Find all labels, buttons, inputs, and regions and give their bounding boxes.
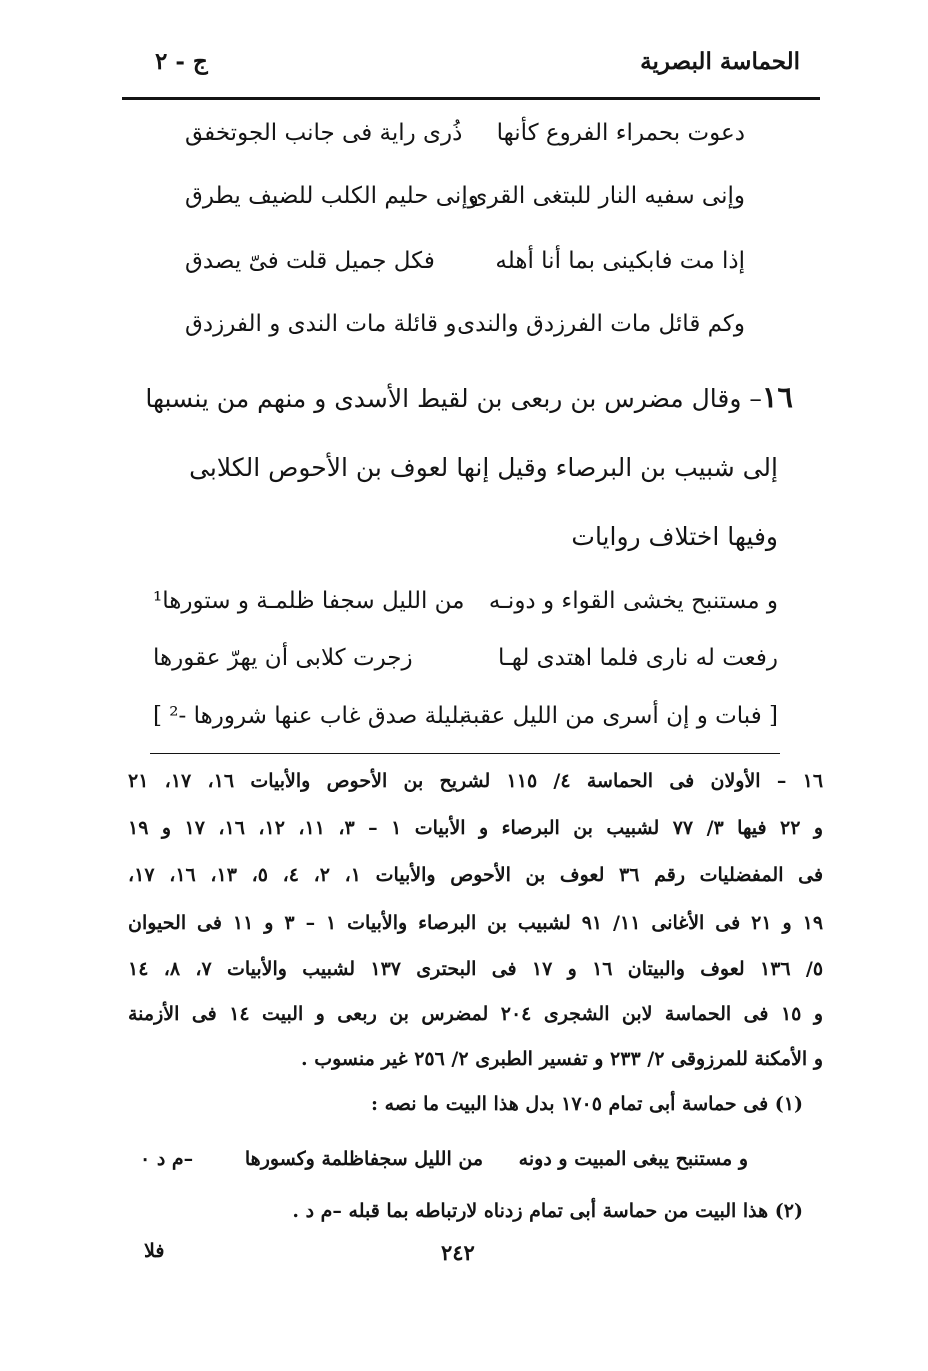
page-number: ٢٤٢: [441, 1240, 475, 1265]
footnote-line: ١٩ و ٢١ فى الأغانى ١١/ ٩١ لشبيب بن البرصاء والأبيات ١ – ٣ و ١١ فى الحيوان: [128, 912, 824, 934]
verse-line: [153, 703, 778, 737]
poem-number: ١٦: [761, 380, 793, 414]
verse-first-hemistich: و مستنبح يخشى القواء و دونـه: [488, 588, 778, 614]
footnote-rule: [150, 753, 780, 754]
footnote-line: و الأمكنة للمرزوقى ٢/ ٢٣٣ و تفسير الطبرى ٢/ ٢٥٦ غير منسوب .: [301, 1048, 823, 1070]
footnote-1: (١) فى حماسة أبى تمام ١٧٠٥ بدل هذا البيت ما نصه :: [370, 1093, 803, 1115]
verse-first-hemistich: وإنى سفيه النار للبتغى القرى: [469, 183, 745, 209]
footnote-line: ١٦ – الأولان فى الحماسة ٤/ ١١٥ لشريح بن الأحوص والأبيات ١٦، ١٧، ٢١: [128, 770, 824, 792]
verse-first-hemistich: رفعت له نارى فلما اهتدى لهـا: [498, 645, 778, 671]
verse-second-hemistich: بليلة صدق غاب عنها شرورها -² ]: [153, 703, 466, 729]
running-title: الحماسة البصرية: [640, 48, 800, 75]
footnote-verse-first-hemistich: و مستنبح يبغى المبيت و دونه: [518, 1148, 748, 1170]
verse-line: [185, 248, 745, 282]
footnote-line: و ١٥ فى الحماسة لابن الشجرى ٢٠٤ لمضرس بن ربعى و البيت ١٤ فى الأزمنة: [128, 1003, 823, 1025]
footnote-verse: [140, 1148, 778, 1176]
poem-introduction-line: وفيها اختلاف روايات: [571, 522, 778, 551]
volume-number: ج - ٢: [155, 48, 208, 75]
footnote-line: فى المفضليات رقم ٣٦ لعوف بن الأحوص والأبيات ١، ٢، ٤، ٥، ١٣، ١٦، ١٧،: [128, 864, 824, 886]
verse-second-hemistich: وإنى حليم الكلب للضيف يطرق: [185, 183, 479, 209]
verse-second-hemistich: فكل جميل قلت فىّ يصدق: [185, 248, 435, 274]
footnote-verse-second-hemistich: من الليل سجفاظلمة وكسورها: [244, 1148, 483, 1170]
verse-second-hemistich: من الليل سجفا ظلمـة و ستورها¹: [153, 588, 465, 614]
verse-second-hemistich: زجرت كلابى أن يهرّ عقورها: [153, 645, 413, 671]
page-header: [120, 44, 800, 94]
footnote-line: و ٢٢ فيها ٣/ ٧٧ لشبيب بن البرصاء و الأبيات ١ – ٣، ١١، ١٢، ١٦، ١٧ و ١٩: [128, 817, 824, 839]
verse-first-hemistich: إذا مت فابكينى بما أنا أهله: [495, 248, 745, 274]
poem-introduction-line: إلى شبيب بن البرصاء وقيل إنها لعوف بن الأحوص الكلابى: [189, 453, 778, 482]
footnote-line: ٥/ ١٣٦ لعوف والبيتان ١٦ و ١٧ فى البحترى ١٣٧ لشبيب والأبيات ٧، ٨، ١٤: [128, 958, 824, 980]
verse-second-hemistich: و قائلة مات الندى و الفرزدق: [185, 311, 457, 337]
verse-second-hemistich: ذُرى راية فى جانب الجوتخفق: [185, 120, 463, 146]
verse-line: [185, 311, 745, 345]
intro-text: – وقال مضرس بن ربعى بن لقيط الأسدى و منهم من ينسبها: [145, 384, 762, 413]
verse-first-hemistich: دعوت بحمراء الفروع كأنها: [496, 120, 745, 146]
footnote-source-tag: –م د ٠: [140, 1148, 194, 1170]
verse-line: [185, 183, 745, 217]
verse-first-hemistich: [ فبات و إن أسرى من الليل عقبة: [460, 703, 778, 729]
verse-line: [153, 588, 778, 622]
poem-introduction-line: [145, 380, 793, 414]
verse-line: [153, 645, 778, 679]
verse-first-hemistich: وكم قائل مات الفرزدق والندى: [457, 311, 745, 337]
header-rule: [122, 97, 820, 100]
verse-line: [185, 120, 745, 154]
footnote-2: (٢) هذا البيت من حماسة أبى تمام زدناه لارتباطه بما قبله –م د .: [292, 1200, 803, 1222]
catchword: فلا: [144, 1240, 165, 1262]
